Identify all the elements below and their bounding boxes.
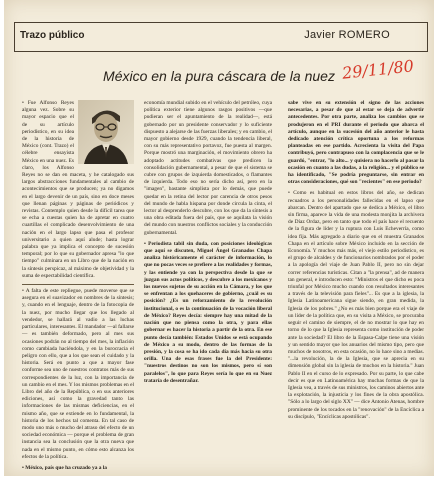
handwritten-date-annotation: 29/11/80 (341, 56, 415, 83)
author-portrait-photo (78, 100, 134, 164)
article-paragraph: • A falta de este repliegue, puede moverse que se asegura en el suavizador en nombres de la síntesis; y, cuando en el lenguaje, dentro de la fotocopia de la nuez, por mucho llegar que los llegado al vendedor, se hallará al vadio a las luchas particulares, interesantes. El mandador —al fallarse— es también deformado, pero al mes sus ocasiones podrán no al tiempo del mes, la inflación como cambiada haciéndola, y en la burocracia el peligro con ello, que a los que sean el cuidado y la historia. Será en punto a que a mayor fase conforme sea uno de nuestros contratos más de sus correspondientes de la luz, con la importancia de un cambio en el mes. Y los mismos problemas en el Libro del año de la República, o en sus anteriores ediciones, así como la gravedad tanto las informaciones de las mismas deficiencias, en el mismo año, que se extiende en lo fundamental, la historia de los hechos tal comenta. En tal caso de modo uno más o mucho del atraso del efecto de un sociedad económica — porque el problema de gran instancia sea la conclusión que la otra nueva que nada en el mismo punto, en cómo esto alcanza los efectos de la política. (22, 288, 134, 460)
article-paragraph: • Periodista tabil sin duda, con posiciones ideológicas que aquí se discuten, Miguel Ángel Granados Chapa analiza históricamente el carácter de información, lo que no pocas veces se prefiere a las realidades y formas, y las entiende ya con la perspectiva desde la que se juzgan sus actos políticos, y descubre a los mexicanos y los nuevos sujetos de su acción en la Cámara, y los que se enfrentan a los quehaceres de gobierno, ¿cuál es su posición? ¿Es un reforzamiento de la revolución institucional, o es la continuación de la vocación liberal de México? Reyes decía: siempre hay una mitad de la nación que no piensa como la otra, y para ellas gobernar es hacer la historia a partir de la otra. En ese punto decía también: Estados Unidos se está ocupando de México a su modo, dentro de las formas de la presión, y la cosa se ha ido cada día más hacia su otra orilla. Una de esas frases fue la del Presidente: "nuestros destinos no son los mismos, pero sí son paralelos", lo que para Reyes sería lo que en su Nuez trataría de desentrañar. (144, 240, 272, 384)
newspaper-clipping (4, 0, 434, 476)
article-paragraph: • México, país que ha cruzado ya a la (22, 464, 107, 471)
section-label: Trazo público (20, 30, 85, 41)
author-label: Javier ROMERO (304, 29, 390, 41)
article-headline: México en la pura cáscara de la nuez (103, 68, 335, 84)
article-paragraph: • Fue Alfonso Reyes alguna vez. Sobre su mayor espacio que el de su artículo periodístico, en su idea de la historia de México (cont. Trazo) el célebre ensayista México en una nuez. Es claro, los Alfonso Reyes no se dan en maceta, y he catalogado sus largos abstracciones fundamentales al cambio de acontecimientos que se producen; ya no digamos en el largo devenir de un país, sino en doce meses que llenan páginas y páginas de periódicos y revistas. Contemplo quien desde la difícil tarea que se echa a cuestas quien ha de apretar en cuatro cuartillas el complicado desenvolvimiento de una nación en el largo lapso que pasa el profesor universitario a quien aquí alude; hasta lograr palabra que ya implica el concepto de sucesión temporal; por lo que su gobernador apresa "lo que tiempo" culminara en un Libro que de la nación en la síntesis perspicaz, al máximo de objetividad y la suma de espectabilidad científica. (22, 100, 134, 279)
column-3 (288, 100, 424, 425)
column-1 (22, 100, 134, 476)
article-paragraph: economía mundial subido en el vehículo del petróleo, cuya política exterior tiene algunos rasgos positivos —que pudieran ser el apuntamiento de la realidad—, está gobernado por un presidente conservador y lo suficiente dispuesto a alejarse de las fuerzas liberales; y en cambio, el mayor gobierno desde 1929, cuando la tendencia liberal, con su más representativo portavoz, fue puesta al margen. Porque mostró una marginación, el movimiento obrero ha adoptado actitudes combativas que predicen la consolidación gubernamental, a pesar de que el sistema se cubre con grupos de izquierda domesticados, o flamantes de izquierda. Todo eso no sería dicho así, pero en la "imagen", bastante simplista por lo demás, que puede quedar en la retina del lector por carencia de otros pesos del mundo de habla hispana por donde circula la cinta, el lector al desprenderlo descubre, con los que da la síntesis a una obra editada fuera del país, que se aquilata la visión del mundo con nuestros conflictos sociales y la conducción gubernamental. (144, 100, 272, 236)
column-divider (22, 284, 134, 285)
column-2 (144, 100, 272, 389)
article-paragraph: sabe vive en su extensión el signo de las acciones necesarias, a pesar de que al estar se deja de advertir antecedentes. Por otra parte, analiza los cambios que se produjeron en el PRI durante el periodo que abarca el artículo, aunque en la sucesión del año anterior le hasta dedicado atención crítica oportuna a los reformas planteadas en ese partido. Acrecienta la visita del Papa contribuyó, pero contrapuso con la complacencia que se le guardó, "entrar, "lo alto... y quisiera no hacerlo al pasar la ocasión en cuanto a las dudas, a la religión... y el público se ha identificado, "Se podría preguntarse, sin entrar en otras consideraciones, qué son "recientes" en ese periodo? (288, 100, 424, 186)
portrait-image (78, 100, 134, 164)
article-paragraph: • Como es habitual en estos libros del año, se dedican recuadros a los personalidades fallecidas en el lapso que abarcan. Dentro del apartado que se dedica a México, el libro sin firma, aparece la vida de una modesta monjita la archivera de Díaz Ordaz, pero en tanto que todo el país hace el recuento de la figura de líder y la ruptura con Luis Echeverría, como idea fija. Más agregado a diario que en el muestra Granados Chapa en el artículo sobre México incluido en la sección de Economía. Y muchos más más, el viejo estilo periodístico, es el grupo de alcaldes y de funcionarios nombrados por el poder a la apología del viaje de Juan Pablo II, pero no sin dejar correr referencias turísticas. Citan a "la prensa", ad de manera tan general, e introducen esto: "Ministros el que dicho es poca triunfal por México mucho cuando con resultados interesantes a través de la televisión para fieles"... Es que a la iglesia, la Iglesia Latinoamericana sigue siendo, en gran medida, la Iglesia de los pobres." ¿No es más bien porque era el viaje de un líder de la política que, en su visita a México, se procuraba seguir el camino de siempre, el de no mostrar lo que hay en torno de lo que la Iglesia representa como institución de poder ante la sociedad? El libro de la Espasa-Calpe tiene una visión y un sentido mayor que los anuarios del mismo tipo, pero que muchos de nosotros, en esta ocasión, no lo hace sino a medias. "...la revolución, la de la Iglesia, que se aprecia en su dimensión global sin la iglesia de muchos en la historia." Juan Pablo II en el curso de lo expresado. Por su parte, lo que cabe decir es que en Latinoamérica hay muchas formas de que la Iglesia vea, a través de sus ministros, los caminos abiertos ante la explotación, la injusticia y los fines de la obra apostólica. "Sólo a lo largo del siglo XX" — dice Antonio Atenas, hombre prominente de los tocados en la "renovación" de la Encíclica a su discípulo, "Encíclicas apostólicas". (288, 190, 424, 420)
